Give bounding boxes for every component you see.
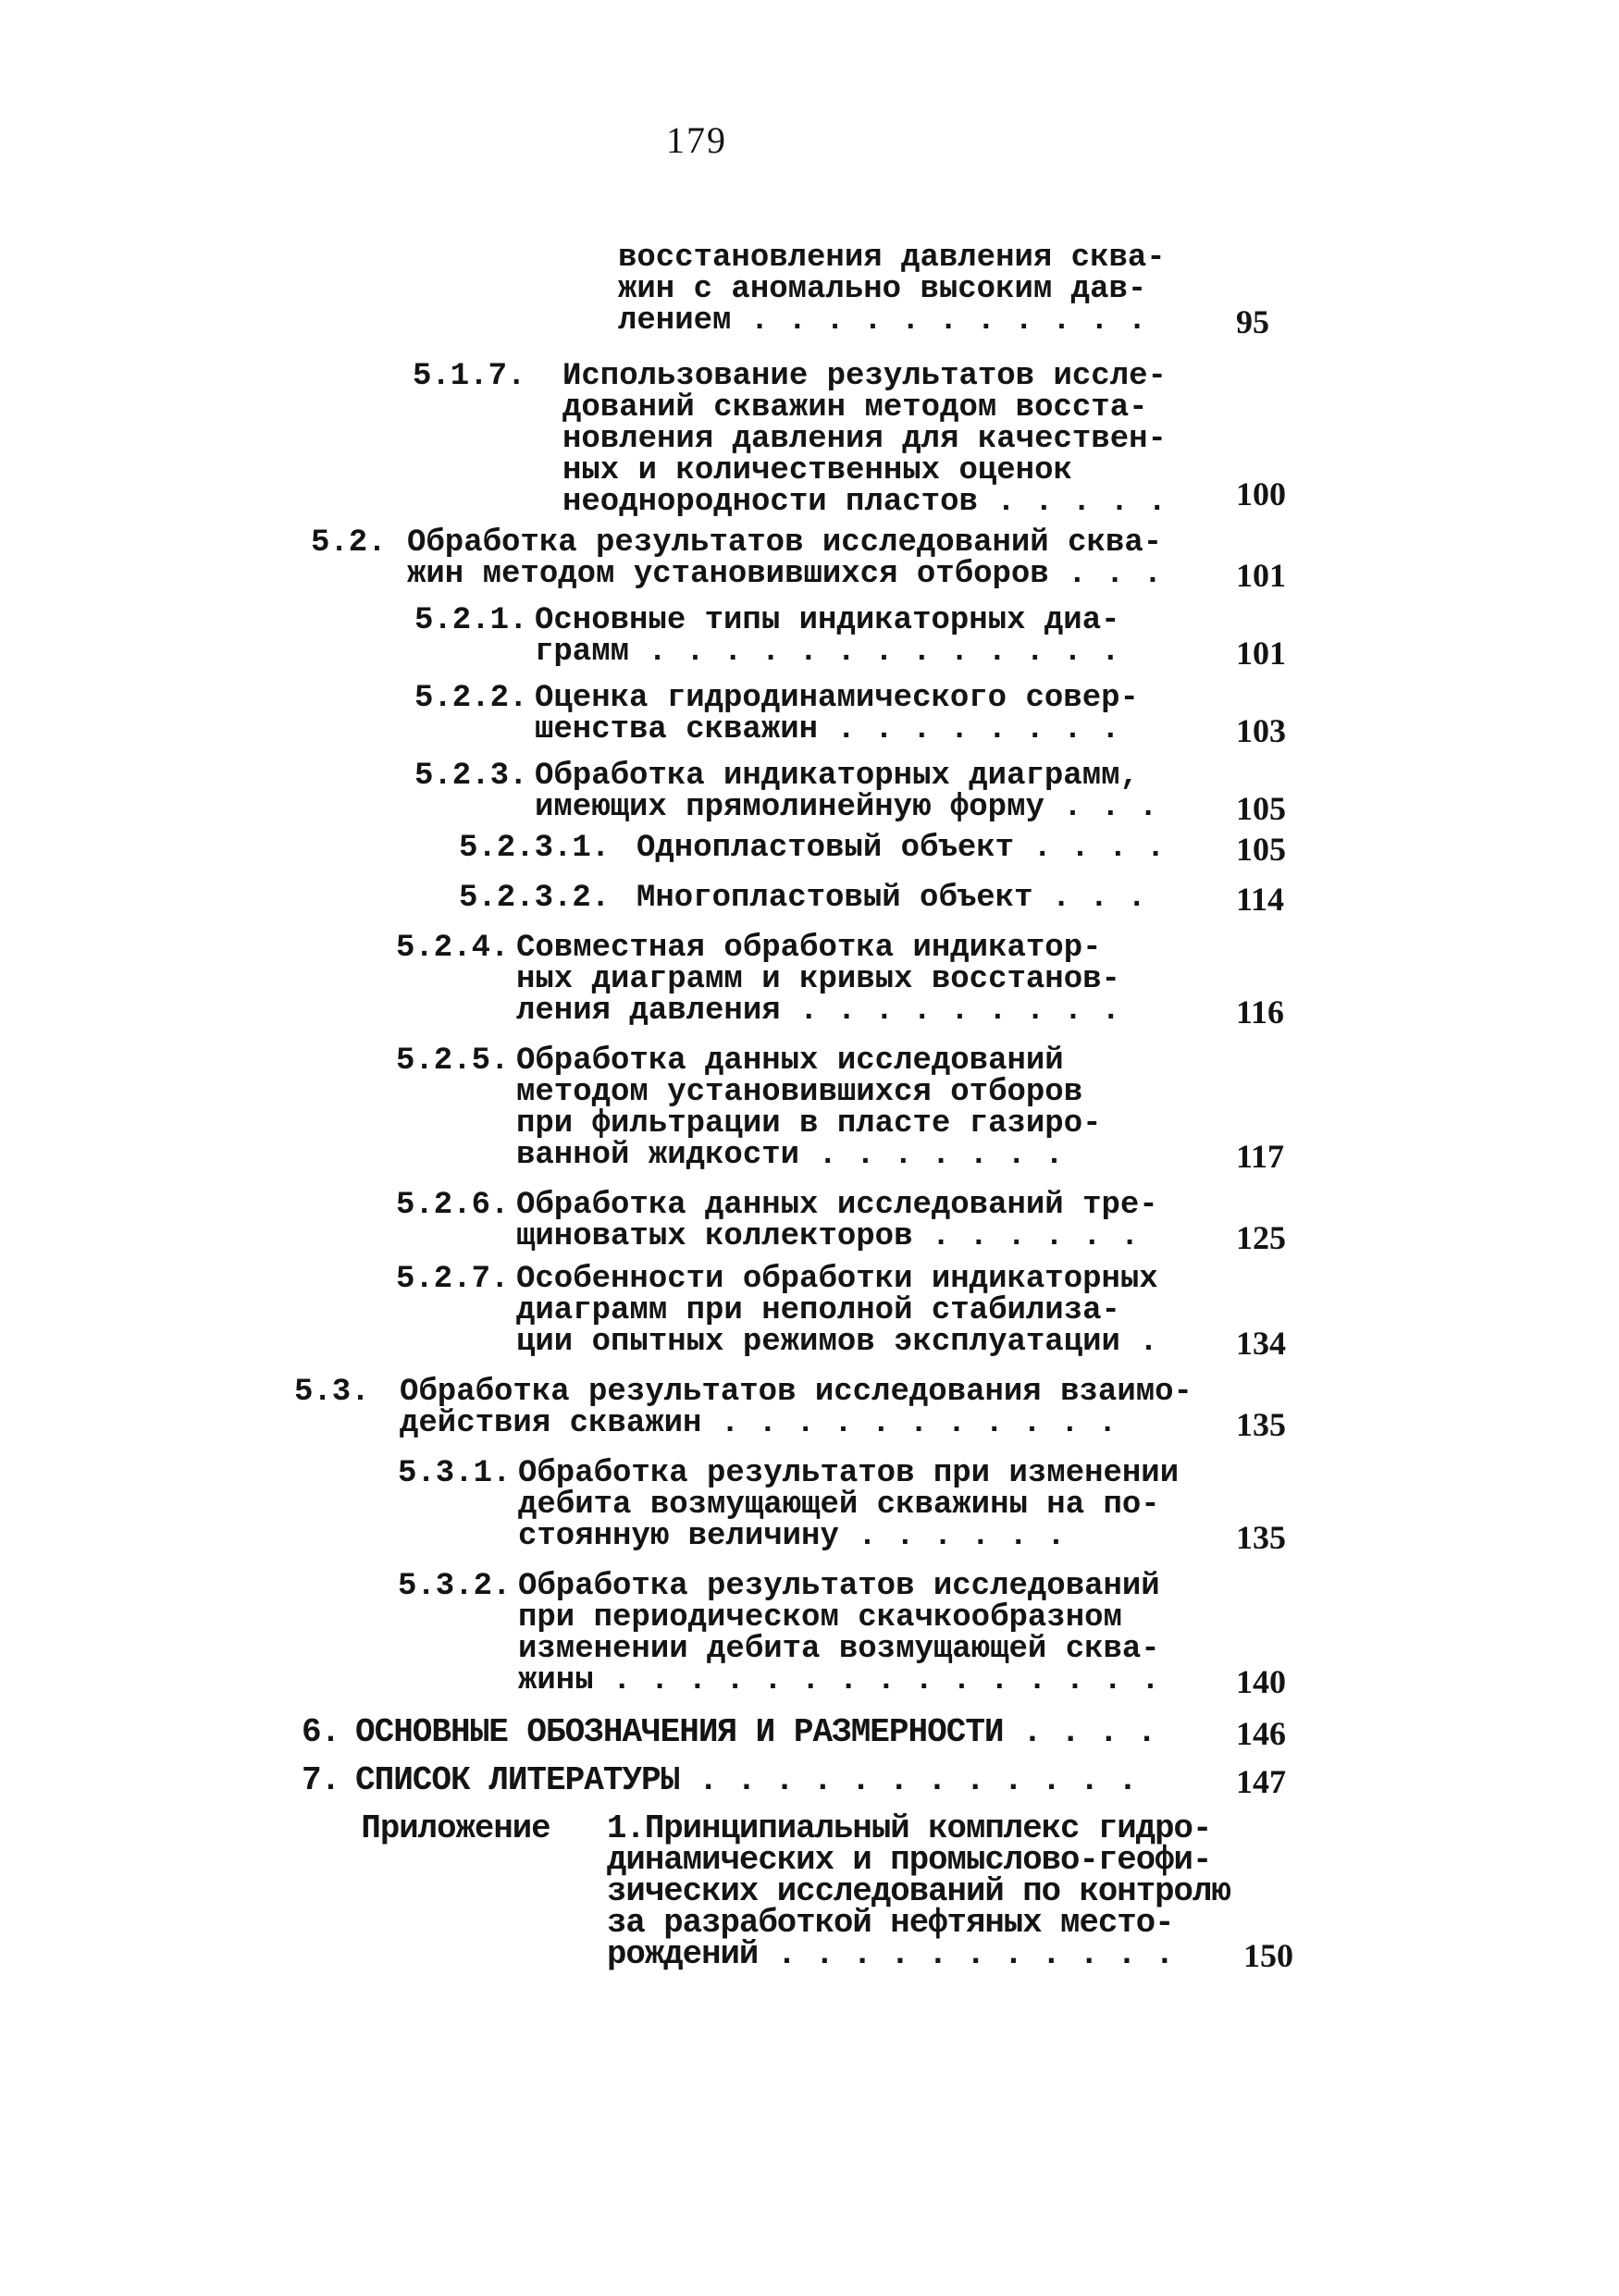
toc-entry-5-2-1 <box>414 603 1120 670</box>
toc-entry-number: 5.1.7. <box>413 359 526 394</box>
toc-page-reference: 125 <box>1236 1219 1286 1256</box>
toc-entry-title-line: грамм . . . . . . . . . . . . . <box>535 635 1120 670</box>
toc-entry-5-2-5 <box>396 1043 1102 1173</box>
toc-page-reference: 105 <box>1236 790 1286 827</box>
toc-entry-title-line: 1.Принципиальный комплекс гидро- <box>607 1809 1212 1847</box>
toc-entry-5-3-2 <box>398 1569 1160 1698</box>
toc-entry-6 <box>302 1713 1156 1751</box>
toc-page-reference: 146 <box>1236 1715 1286 1752</box>
toc-entry-title-line: Особенности обработки индикаторных <box>516 1262 1158 1297</box>
toc-entry-title-line: Совместная обработка индикатор- <box>516 931 1102 966</box>
toc-entry-appendix <box>361 1809 1230 1973</box>
toc-entry-number: 7. <box>302 1761 340 1799</box>
toc-entry-7 <box>302 1761 1137 1799</box>
toc-entry-title-line: неоднородности пластов . . . . . <box>562 485 1167 520</box>
toc-entry-title-line: СПИСОК ЛИТЕРАТУРЫ . . . . . . . . . . . . <box>355 1761 1137 1799</box>
toc-entry-title-line: Многопластовый объект . . . <box>636 881 1146 916</box>
toc-page-reference: 135 <box>1236 1519 1286 1556</box>
toc-entry-title-line: Обработка данных исследований <box>516 1043 1064 1079</box>
toc-entry-5-2-3 <box>414 759 1158 825</box>
toc-entry-5-2 <box>311 525 1163 592</box>
toc-entry-5-2-6 <box>396 1188 1158 1254</box>
toc-entry-title-line: стоянную величину . . . . . . <box>518 1519 1066 1554</box>
toc-entry-title-line: рождений . . . . . . . . . . . <box>607 1935 1174 1973</box>
toc-entry-title-line: методом установившихся отборов <box>516 1075 1083 1110</box>
toc-entry-5-2-3-2 <box>459 881 1146 916</box>
toc-page-reference: 103 <box>1236 712 1286 749</box>
toc-page-reference: 135 <box>1236 1406 1286 1443</box>
toc-entry-title-line: щиноватых коллекторов . . . . . . <box>516 1219 1140 1254</box>
toc-entry-title-line: новления давления для качествен- <box>562 422 1167 457</box>
toc-entry-5-3 <box>294 1375 1193 1441</box>
toc-entry-title-line: шенства скважин . . . . . . . . <box>535 712 1120 747</box>
toc-page-reference: 116 <box>1236 994 1285 1031</box>
toc-entry-number: 5.2.2. <box>414 681 528 716</box>
toc-entry-title-line: при периодическом скачкообразном <box>518 1600 1122 1636</box>
toc-page-reference: 150 <box>1243 1937 1293 1974</box>
toc-page-reference: 100 <box>1236 475 1286 512</box>
toc-entry-number: 5.3.2. <box>398 1569 512 1604</box>
toc-entry-title-line: Обработка результатов исследований <box>518 1569 1160 1604</box>
toc-entry-5-2-2 <box>414 681 1139 747</box>
toc-entry-title-line: динамических и промыслово-геофи- <box>607 1841 1212 1879</box>
toc-entry-title-line: Основные типы индикаторных диа- <box>535 603 1120 638</box>
toc-entry-number: 5.2.3.1. <box>459 831 611 866</box>
toc-entry-title-line: жин с аномально высоким дав- <box>618 272 1147 307</box>
page-number: 179 <box>666 119 727 161</box>
toc-entry-title-line: ванной жидкости . . . . . . . <box>516 1138 1064 1173</box>
toc-entry-number: 5.2.4. <box>396 931 510 966</box>
toc-entry-title-line: Обработка индикаторных диаграмм, <box>535 759 1139 794</box>
toc-entry-title-line: Обработка результатов исследования взаимо- <box>400 1375 1193 1410</box>
toc-entry-number: 5.2.6. <box>396 1188 510 1223</box>
toc-page-reference: 134 <box>1236 1325 1286 1362</box>
toc-entry-title-line: дований скважин методом восста- <box>562 390 1148 426</box>
toc-entry-title-line: ных диаграмм и кривых восстанов- <box>516 962 1120 997</box>
toc-entry-number: 5.2.3.2. <box>459 881 611 916</box>
toc-entry-5-1-6-cont <box>618 242 1166 337</box>
toc-entry-5-1-7 <box>413 359 1167 520</box>
toc-entry-number: Приложение <box>361 1809 550 1847</box>
toc-entry-number: 5.3. <box>294 1375 370 1410</box>
toc-entry-title-line: диаграмм при неполной стабилиза- <box>516 1293 1120 1328</box>
toc-entry-title-line: Обработка результатов при изменении <box>518 1456 1180 1491</box>
toc-entry-title-line: при фильтрации в пласте газиро- <box>516 1106 1102 1142</box>
toc-entry-title-line: зических исследований по контролю <box>607 1872 1230 1910</box>
toc-entry-number: 5.3.1. <box>398 1456 512 1491</box>
toc-entry-5-2-4 <box>396 931 1120 1029</box>
toc-page-reference: 101 <box>1236 635 1286 672</box>
toc-entry-title-line: ления давления . . . . . . . . . <box>516 994 1120 1029</box>
toc-entry-number: 5.2.3. <box>414 759 528 794</box>
toc-page-reference: 95 <box>1236 303 1269 340</box>
toc-entry-5-2-3-1 <box>459 831 1166 866</box>
toc-page-reference: 147 <box>1236 1763 1286 1800</box>
toc-entry-number: 5.2.7. <box>396 1262 510 1297</box>
toc-entry-number: 5.2.1. <box>414 603 528 638</box>
toc-entry-title-line: имеющих прямолинейную форму . . . <box>535 790 1158 825</box>
toc-entry-number: 5.2. <box>311 525 387 561</box>
toc-entry-title-line: восстановления давления сква- <box>618 241 1166 276</box>
toc-entry-title-line: жины . . . . . . . . . . . . . . . <box>518 1663 1160 1698</box>
toc-entry-title-line: ных и количественных оценок <box>562 453 1072 488</box>
toc-entry-title-line: Однопластовый объект . . . . <box>636 831 1166 866</box>
toc-page-reference: 101 <box>1236 557 1286 594</box>
toc-entry-title-line: Обработка результатов исследований сква- <box>407 525 1163 561</box>
toc-entry-5-2-7 <box>396 1262 1158 1360</box>
toc-entry-title-line: за разработкой нефтяных место- <box>607 1904 1174 1942</box>
toc-entry-title-line: ОСНОВНЫЕ ОБОЗНАЧЕНИЯ И РАЗМЕРНОСТИ . . . . <box>355 1713 1156 1751</box>
toc-entry-title-line: ции опытных режимов эксплуатации . <box>516 1325 1158 1360</box>
toc-entry-title-line: изменении дебита возмущающей сква- <box>518 1632 1160 1667</box>
toc-page-reference: 114 <box>1236 881 1285 918</box>
toc-entry-title-line: Обработка данных исследований тре- <box>516 1188 1158 1223</box>
toc-entry-title-line: действия скважин . . . . . . . . . . . <box>400 1406 1118 1441</box>
toc-entry-title-line: Использование результатов иссле- <box>562 359 1167 394</box>
toc-entry-title-line: дебита возмущающей скважины на по- <box>518 1487 1160 1523</box>
toc-page-reference: 117 <box>1236 1138 1285 1175</box>
toc-page-reference: 140 <box>1236 1663 1286 1700</box>
toc-entry-title-line: Оценка гидродинамического совер- <box>535 681 1139 716</box>
toc-entry-number: 5.2.5. <box>396 1043 510 1079</box>
toc-entry-title-line: жин методом установившихся отборов . . . <box>407 557 1163 592</box>
toc-entry-title-line: лением . . . . . . . . . . . <box>618 303 1147 339</box>
toc-entry-5-3-1 <box>398 1456 1180 1554</box>
toc-page-reference: 105 <box>1236 831 1286 868</box>
toc-entry-number: 6. <box>302 1713 340 1751</box>
